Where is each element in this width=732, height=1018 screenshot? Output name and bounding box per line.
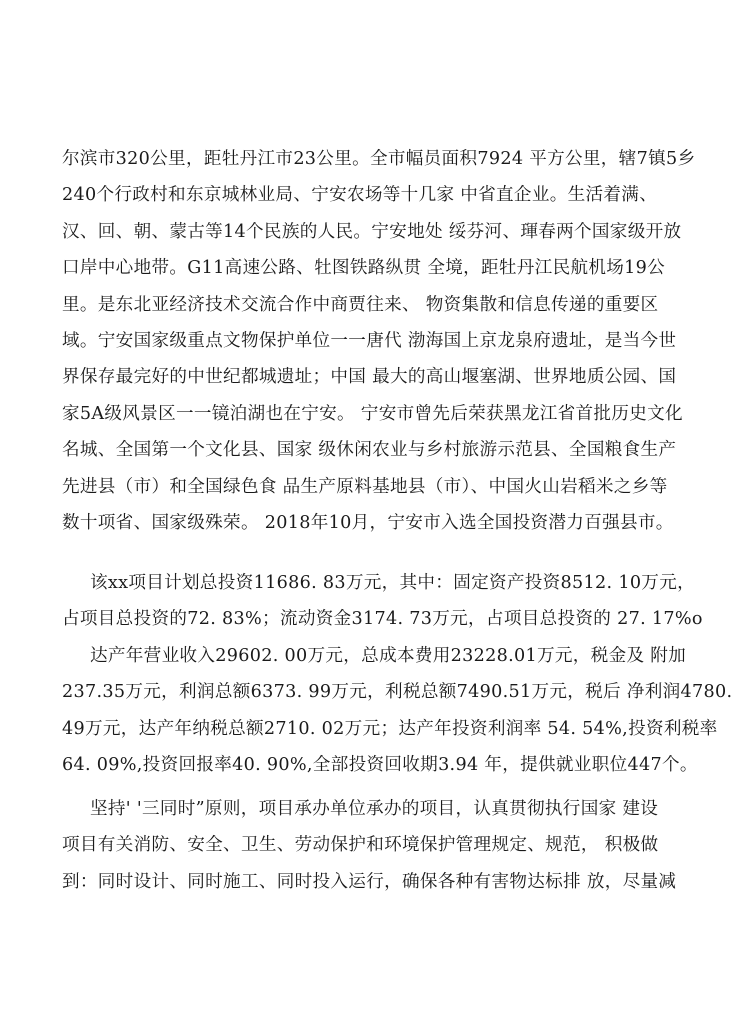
paragraph-revenue [62,638,732,784]
text-line: 240个行政村和东京城林业局、宁安农场等十几家 中省直企业。生活着满、 [62,185,658,206]
text-line: 到：同时设计、同时施工、同时投入运行，确保各种有害物达标排 放，尽量减 [62,871,677,892]
text-line: 项目有关消防、安全、卫生、劳动保护和环境保护管理规定、规范， 积极做 [62,835,659,856]
text-line: 汉、回、朝、蒙古等14个民族的人民。宁安地处 绥芬河、琿春两个国家级开放 [62,221,682,242]
paragraph-investment [62,565,703,638]
text-line: 家5A级风景区一一镜泊湖也在宁安。 宁安市曾先后荣获黑龙江省首批历史文化 [62,403,683,424]
text-line: 数十项省、国家级殊荣。 2018年10月，宁安市入选全国投资潜力百强县市。 [62,512,674,533]
text-line: 该xx项目计划总投资11686. 83万元，其中：固定资产投资8512. 10万元， [90,573,695,593]
text-line: 尔滨市320公里，距牡丹江市23公里。全市幅员面积7924 平方公里，辖7镇5乡 [62,149,696,169]
paragraph-city-intro [62,141,696,541]
text-line: 名城、全国第一个文化县、国家 级休闲农业与乡村旅游示范县、全国粮食生产 [62,440,677,461]
text-line: 里。是东北亚经济技术交流合作中商贾往来、 物资集散和信息传递的重要区 [62,294,659,315]
text-line: 口岸中心地带。G11高速公路、牡图铁路纵贯 全境，距牡丹江民航机场19公 [62,258,666,279]
text-line: 49万元，达产年纳税总额2710. 02万元；达产年投资利润率 54. 54%,投资利税率 [62,718,718,739]
text-line: 先进县（市）和全国绿色食 品生产原料基地县（市）、中国火山岩稻米之乡等 [62,476,668,497]
text-line: 域。宁安国家级重点文物保护单位一一唐代 渤海国上京龙泉府遗址，是当今世 [62,330,677,351]
text-line: 占项目总投资的72. 83%；流动资金3174. 73万元，占项目总投资的 27. 17%o [62,609,703,630]
text-line: 坚持' '三同时”原则，项目承办单位承办的项目，认真贯彻执行国家 建设 [90,799,659,819]
text-line: 界保存最完好的中世纪都城遗址；中国 最大的高山堰塞湖、世界地质公园、国 [62,367,677,388]
paragraph-three-simultaneous [62,791,677,900]
text-line: 达产年营业收入29602. 00万元，总成本费用23228.01万元，税金及 附加 [90,646,687,666]
text-line: 237.35万元，利润总额6373. 99万元，利税总额7490.51万元，税后 净利润4780. [62,682,732,703]
text-line: 64. 09%,投资回报率40. 90%,全部投资回收期3.94 年，提供就业职位447个。 [62,755,698,776]
